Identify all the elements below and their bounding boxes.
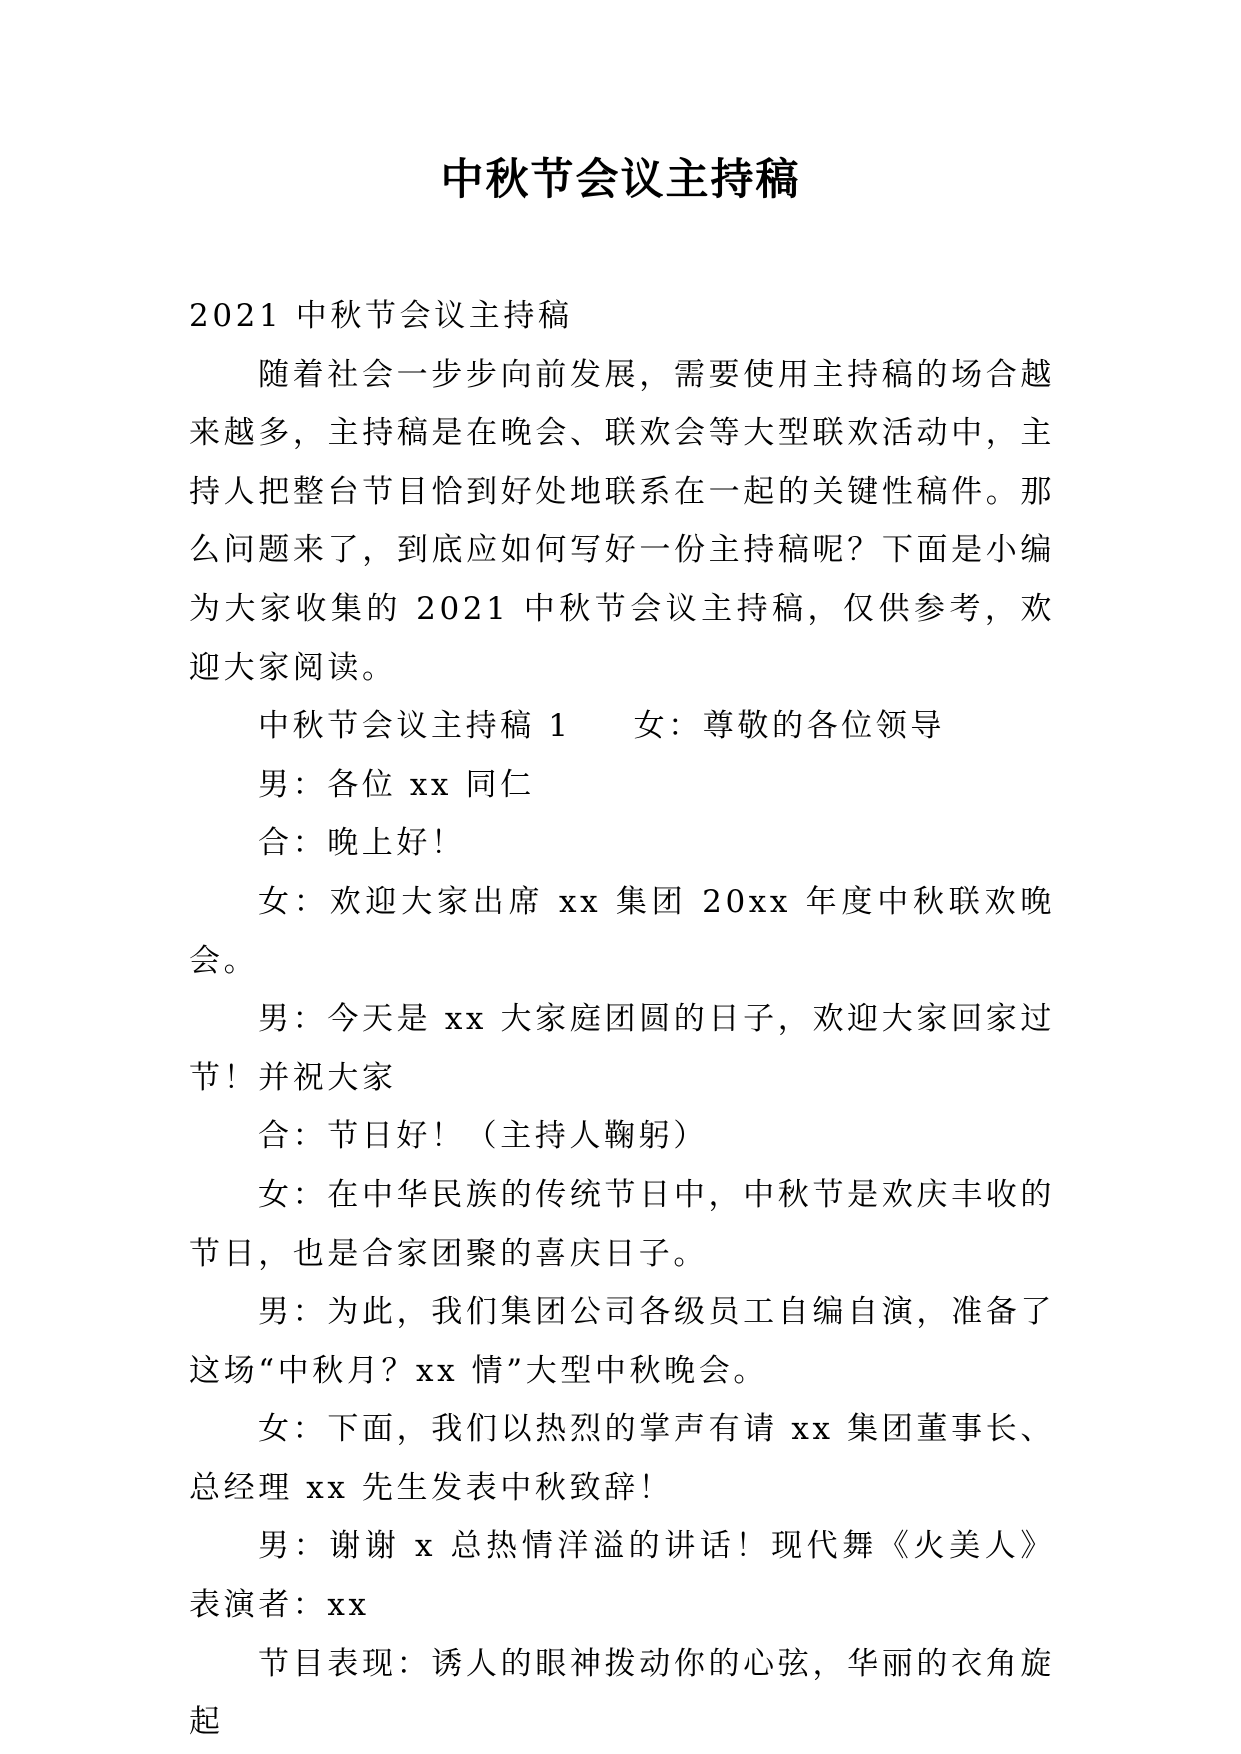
subtitle-paragraph: 2021 中秋节会议主持稿: [189, 298, 573, 334]
dialogue-line: 女：下面，我们以热烈的掌声有请 xx 集团董事长、总经理 xx 先生发表中秋致辞！: [189, 1411, 1055, 1506]
dialogue-line: 女：尊敬的各位领导: [633, 708, 945, 745]
dialogue-line: 节目表现：诱人的眼神拨动你的心弦，华丽的衣角旋起: [189, 1645, 1055, 1741]
dialogue-line: 男：为此，我们集团公司各级员工自编自演，准备了这场“中秋月？xx 情”大型中秋晚会。: [189, 1294, 1055, 1389]
document-body: [189, 287, 1055, 1752]
dialogue-line: 男：各位 xx 同仁: [258, 766, 535, 803]
intro-paragraph: 随着社会一步步向前发展，需要使用主持稿的场合越来越多，主持稿是在晚会、联欢会等大型联欢活动中，主持人把整台节目恰到好处地联系在一起的关键性稿件。那么问题来了，到底应如何写好一份主持稿呢？下面是小编为大家收集的 2021 中秋节会议主持稿，仅供参考，欢迎大家阅读。: [189, 356, 1055, 686]
document-title: 中秋节会议主持稿: [440, 155, 801, 205]
dialogue-line: 男：谢谢 x 总热情洋溢的讲话！现代舞《火美人》表演者：xx: [189, 1528, 1055, 1624]
dialogue-line: 合：节日好！（主持人鞠躬）: [258, 1118, 708, 1155]
dialogue-line: 女：在中华民族的传统节日中，中秋节是欢庆丰收的节日，也是合家团聚的喜庆日子。: [189, 1176, 1055, 1272]
dialogue-line: 男：今天是 xx 大家庭团圆的日子，欢迎大家回家过节！并祝大家: [189, 1001, 1055, 1096]
section-heading-line: [189, 697, 1055, 756]
dialogue-line: 合：晚上好！: [258, 825, 466, 862]
dialogue-line: 女：欢迎大家出席 xx 集团 20xx 年度中秋联欢晚会。: [189, 883, 1055, 979]
section-heading: 中秋节会议主持稿 1: [258, 708, 572, 745]
